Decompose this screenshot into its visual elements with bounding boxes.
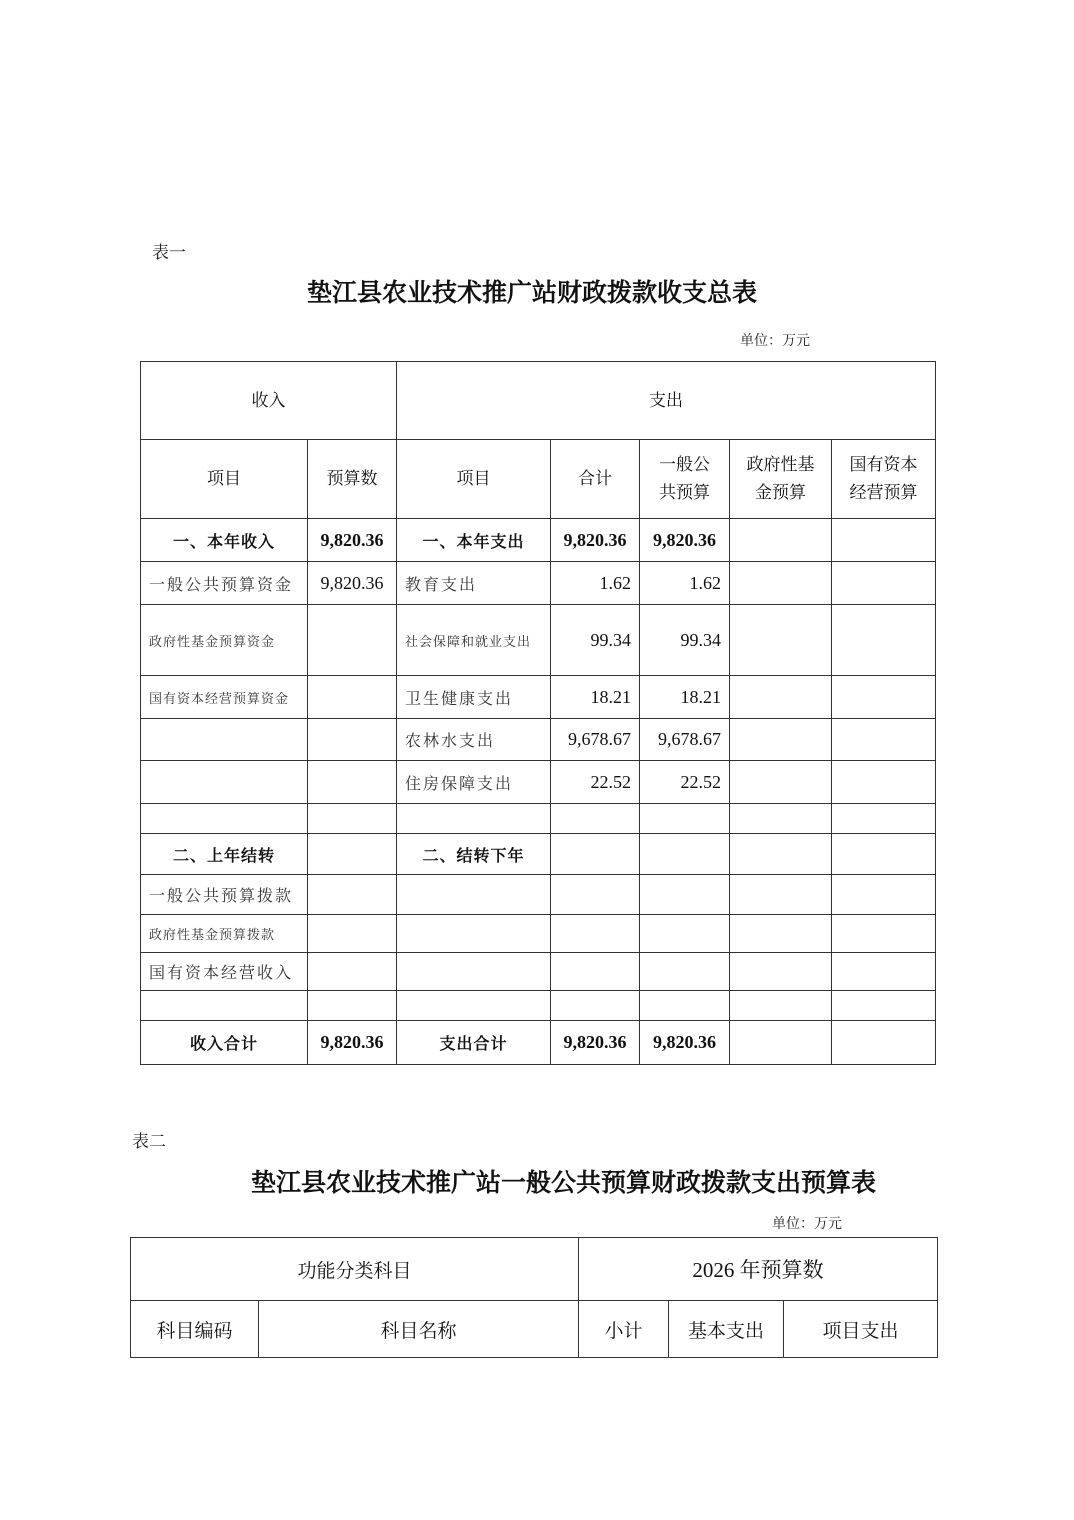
cell-total: 9,678.67: [551, 719, 640, 761]
cell-expense-item: [397, 915, 551, 953]
general-public-budget-expense-table: [130, 1237, 938, 1358]
col-general-public: 一般公共预算: [640, 440, 730, 519]
budget-year-group-header: 2026 年预算数: [579, 1238, 938, 1301]
cell-general-public: [640, 834, 730, 875]
cell-state-capital: [832, 761, 936, 804]
table1-title: 垫江县农业技术推广站财政拨款收支总表: [307, 278, 758, 307]
table-row: [141, 875, 936, 915]
cell-general-public: 1.62: [640, 562, 730, 605]
cell-income-budget: [308, 605, 397, 676]
table-row: [141, 605, 936, 676]
cell-income-budget: 9,820.36: [308, 519, 397, 562]
cell-total: [551, 915, 640, 953]
cell-income-budget: [308, 953, 397, 991]
cell-income-item: 一般公共预算资金: [141, 562, 308, 605]
cell-income-item: 政府性基金预算资金: [141, 605, 308, 676]
cell-general-public: 99.34: [640, 605, 730, 676]
cell-state-capital: [832, 519, 936, 562]
cell-state-capital: [832, 875, 936, 915]
table-row: [141, 519, 936, 562]
cell-state-capital: [832, 915, 936, 953]
cell-income-item: [141, 761, 308, 804]
table-row: [141, 1021, 936, 1065]
cell-general-public: 9,820.36: [640, 519, 730, 562]
cell-general-public: 9,820.36: [640, 1021, 730, 1065]
cell-state-capital: [832, 804, 936, 834]
cell-expense-item: [397, 804, 551, 834]
cell-general-public: [640, 804, 730, 834]
cell-general-public: [640, 875, 730, 915]
col-state-capital: 国有资本经营预算: [832, 440, 936, 519]
cell-gov-fund: [730, 719, 832, 761]
table-row: [141, 915, 936, 953]
classification-group-header: 功能分类科目: [131, 1238, 579, 1301]
col-gov-fund: 政府性基金预算: [730, 440, 832, 519]
cell-income-budget: [308, 915, 397, 953]
cell-total: 99.34: [551, 605, 640, 676]
cell-expense-item: 教育支出: [397, 562, 551, 605]
cell-income-item: [141, 719, 308, 761]
cell-income-item: 一、本年收入: [141, 519, 308, 562]
cell-income-item: 国有资本经营收入: [141, 953, 308, 991]
cell-income-budget: [308, 834, 397, 875]
cell-general-public: [640, 915, 730, 953]
table-row: [141, 804, 936, 834]
income-expense-summary-table: [140, 361, 936, 1065]
col-total: 合计: [551, 440, 640, 519]
column-header-row: [141, 440, 936, 519]
table-row: [141, 834, 936, 875]
table1-label: 表一: [152, 243, 186, 263]
cell-expense-item: 社会保障和就业支出: [397, 605, 551, 676]
cell-gov-fund: [730, 605, 832, 676]
cell-expense-item: 支出合计: [397, 1021, 551, 1065]
cell-income-budget: [308, 991, 397, 1021]
col-basic: 基本支出: [669, 1301, 784, 1358]
income-group-header: 收入: [141, 362, 397, 440]
cell-income-item: [141, 804, 308, 834]
cell-income-item: 一般公共预算拨款: [141, 875, 308, 915]
table-row: [141, 676, 936, 719]
cell-total: [551, 875, 640, 915]
cell-gov-fund: [730, 519, 832, 562]
cell-expense-item: [397, 953, 551, 991]
cell-total: 9,820.36: [551, 1021, 640, 1065]
cell-expense-item: [397, 875, 551, 915]
cell-state-capital: [832, 676, 936, 719]
cell-gov-fund: [730, 953, 832, 991]
cell-state-capital: [832, 991, 936, 1021]
col-expense-item: 项目: [397, 440, 551, 519]
table-row: [141, 562, 936, 605]
cell-total: 9,820.36: [551, 519, 640, 562]
cell-income-budget: [308, 875, 397, 915]
cell-income-item: 政府性基金预算拨款: [141, 915, 308, 953]
cell-total: [551, 953, 640, 991]
table-row: [141, 991, 936, 1021]
table1-unit: 单位：万元: [740, 333, 810, 349]
table2-unit: 单位：万元: [772, 1216, 842, 1232]
cell-state-capital: [832, 719, 936, 761]
cell-expense-item: [397, 991, 551, 1021]
cell-general-public: [640, 953, 730, 991]
cell-income-budget: [308, 676, 397, 719]
cell-income-item: 收入合计: [141, 1021, 308, 1065]
cell-state-capital: [832, 562, 936, 605]
cell-total: 22.52: [551, 761, 640, 804]
cell-gov-fund: [730, 676, 832, 719]
cell-gov-fund: [730, 761, 832, 804]
table-row: [141, 761, 936, 804]
cell-general-public: 9,678.67: [640, 719, 730, 761]
cell-gov-fund: [730, 991, 832, 1021]
cell-income-item: [141, 991, 308, 1021]
cell-income-item: 二、上年结转: [141, 834, 308, 875]
cell-expense-item: 二、结转下年: [397, 834, 551, 875]
col-income-budget: 预算数: [308, 440, 397, 519]
table2-label: 表二: [132, 1132, 166, 1152]
cell-general-public: 18.21: [640, 676, 730, 719]
cell-general-public: 22.52: [640, 761, 730, 804]
cell-state-capital: [832, 605, 936, 676]
cell-general-public: [640, 991, 730, 1021]
table-row: [141, 719, 936, 761]
cell-total: 1.62: [551, 562, 640, 605]
table2-title: 垫江县农业技术推广站一般公共预算财政拨款支出预算表: [251, 1168, 877, 1197]
cell-state-capital: [832, 1021, 936, 1065]
cell-income-budget: [308, 761, 397, 804]
cell-gov-fund: [730, 804, 832, 834]
cell-gov-fund: [730, 562, 832, 605]
cell-income-item: 国有资本经营预算资金: [141, 676, 308, 719]
table-row: [141, 953, 936, 991]
cell-expense-item: 一、本年支出: [397, 519, 551, 562]
cell-income-budget: 9,820.36: [308, 1021, 397, 1065]
group-header-row: [131, 1238, 938, 1301]
cell-total: [551, 804, 640, 834]
col-project: 项目支出: [784, 1301, 938, 1358]
cell-total: [551, 834, 640, 875]
cell-total: [551, 991, 640, 1021]
cell-state-capital: [832, 834, 936, 875]
cell-gov-fund: [730, 915, 832, 953]
cell-income-budget: 9,820.36: [308, 562, 397, 605]
cell-total: 18.21: [551, 676, 640, 719]
cell-gov-fund: [730, 875, 832, 915]
expense-group-header: 支出: [397, 362, 936, 440]
col-code: 科目编码: [131, 1301, 259, 1358]
cell-state-capital: [832, 953, 936, 991]
col-name: 科目名称: [259, 1301, 579, 1358]
cell-gov-fund: [730, 834, 832, 875]
group-header-row: [141, 362, 936, 440]
cell-expense-item: 住房保障支出: [397, 761, 551, 804]
cell-expense-item: 农林水支出: [397, 719, 551, 761]
col-income-item: 项目: [141, 440, 308, 519]
cell-gov-fund: [730, 1021, 832, 1065]
column-header-row: [131, 1301, 938, 1358]
cell-income-budget: [308, 719, 397, 761]
col-subtotal: 小计: [579, 1301, 669, 1358]
cell-expense-item: 卫生健康支出: [397, 676, 551, 719]
cell-income-budget: [308, 804, 397, 834]
